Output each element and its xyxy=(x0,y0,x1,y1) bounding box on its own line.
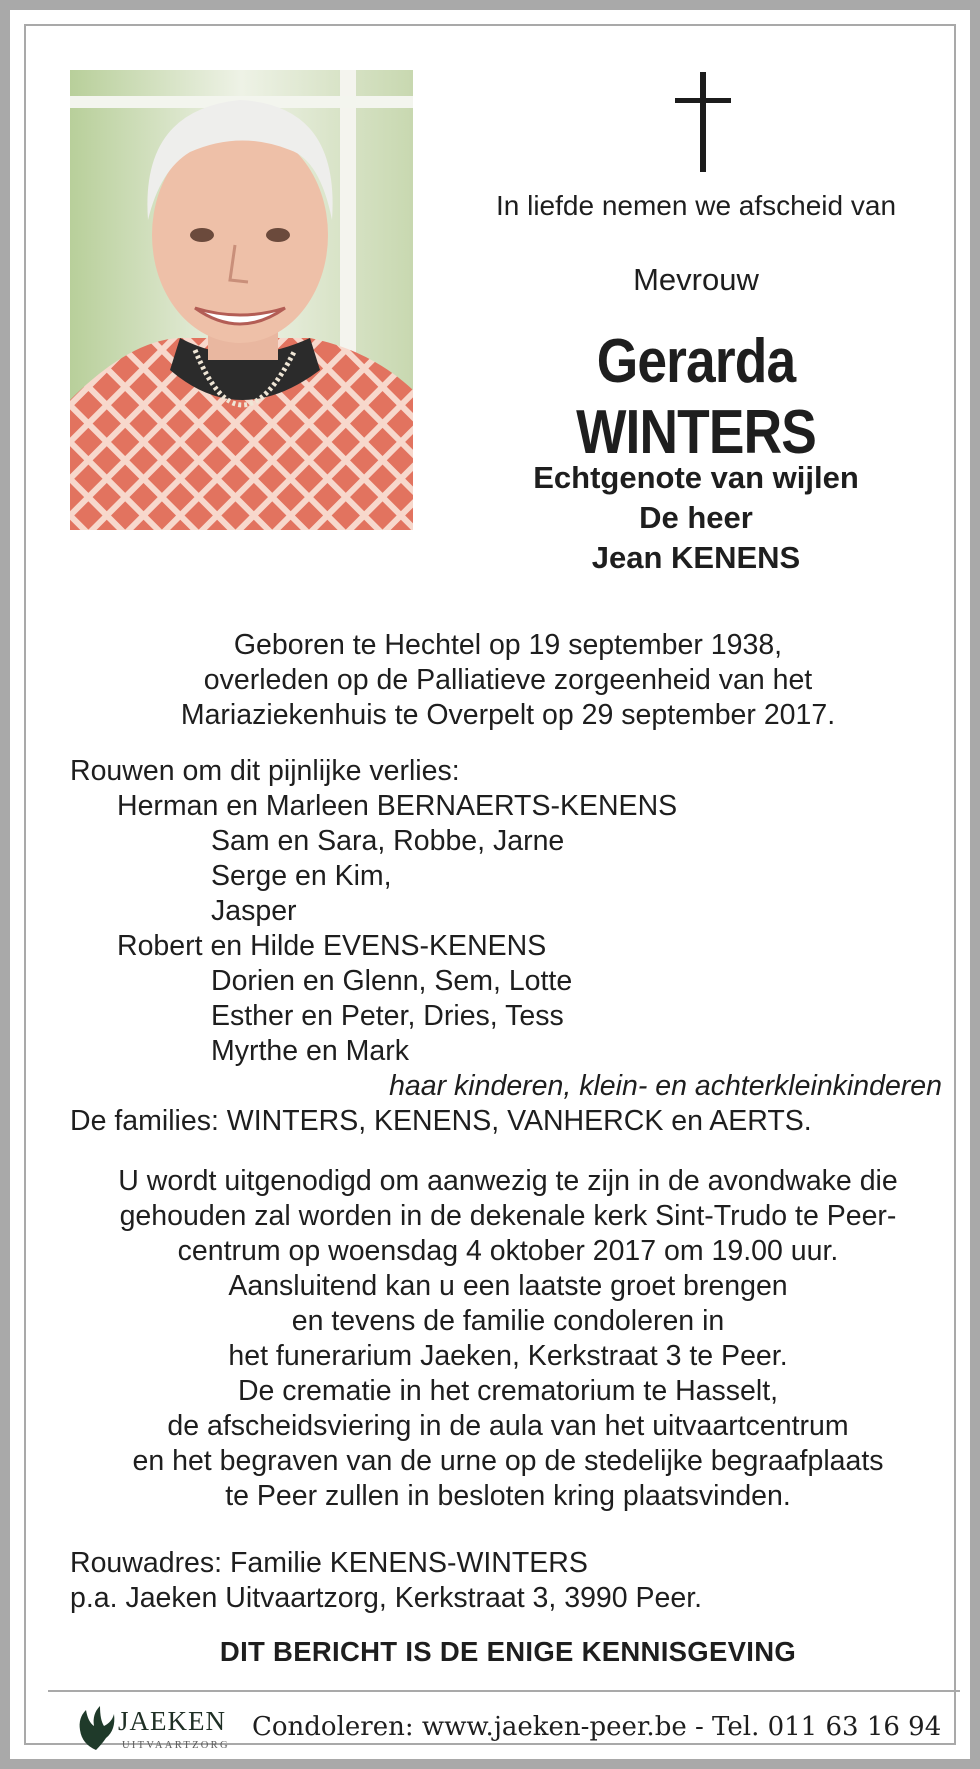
invitation-line: de afscheidsviering in de aula van het uitvaartcentrum xyxy=(167,1410,849,1442)
mourning-address xyxy=(70,1546,946,1616)
spouse-line: Echtgenote van wijlen xyxy=(533,460,859,495)
address-line: p.a. Jaeken Uitvaartzorg, Kerkstraat 3, 3990 Peer. xyxy=(70,1582,703,1614)
intro-text: In liefde nemen we afscheid van xyxy=(495,190,897,221)
portrait-photo xyxy=(70,70,413,530)
family-member: Jasper xyxy=(211,895,297,927)
family-name: Herman en Marleen BERNAERTS-KENENS xyxy=(117,790,678,822)
family-member: Myrthe en Mark xyxy=(211,1035,409,1067)
invitation-line: en tevens de familie condoleren in xyxy=(291,1305,725,1337)
birth-line: Geboren te Hechtel op 19 september 1938, xyxy=(233,629,783,661)
invitation-line: centrum op woensdag 4 oktober 2017 om 19.00 uur. xyxy=(177,1235,839,1267)
spouse-info xyxy=(446,458,946,578)
condolence-contact: Condoleren: www.jaeken-peer.be - Tel. 011 63 16 94 xyxy=(252,1712,942,1742)
notice-banner: DIT BERICHT IS DE ENIGE KENNISGEVING xyxy=(219,1636,797,1667)
families-line: De families: WINTERS, KENENS, VANHERCK en AERTS. xyxy=(70,1105,812,1137)
footer-divider xyxy=(48,1690,960,1692)
invitation-line: De crematie in het crematorium te Hasselt, xyxy=(237,1375,779,1407)
cross-icon xyxy=(675,72,731,172)
birth-death-info xyxy=(70,628,946,733)
family-member: Sam en Sara, Robbe, Jarne xyxy=(211,825,565,857)
invitation-line: gehouden zal worden in de dekenale kerk Sint-Trudo te Peer- xyxy=(119,1200,897,1232)
spouse-line: Jean KENENS xyxy=(591,540,801,575)
mourners-list xyxy=(70,754,946,1139)
logo-subtitle: UITVAARTZORG xyxy=(122,1740,230,1751)
invitation-line: het funerarium Jaeken, Kerkstraat 3 te Peer. xyxy=(228,1340,788,1372)
honorific: Mevrouw xyxy=(633,262,759,297)
portrait-illustration xyxy=(70,70,413,530)
invitation-line: te Peer zullen in besloten kring plaatsvinden. xyxy=(225,1480,791,1512)
death-line: overleden op de Palliatieve zorgeenheid van het xyxy=(203,664,813,696)
jaeken-logo xyxy=(76,1702,256,1758)
dove-logo-icon xyxy=(76,1704,116,1752)
invitation-line: en het begraven van de urne op de stedelijke begraafplaats xyxy=(132,1445,884,1477)
logo-wordmark: JAEKEN xyxy=(118,1706,226,1736)
obituary-card xyxy=(10,10,970,1759)
family-name: Robert en Hilde EVENS-KENENS xyxy=(117,930,547,962)
deceased-name: Gerarda WINTERS xyxy=(576,327,816,467)
invitation-line: U wordt uitgenodigd om aanwezig te zijn in de avondwake die xyxy=(118,1165,898,1197)
mourners-heading: Rouwen om dit pijnlijke verlies: xyxy=(70,755,460,787)
family-member: Esther en Peter, Dries, Tess xyxy=(211,1000,564,1032)
death-line: Mariaziekenhuis te Overpelt op 29 september 2017. xyxy=(180,699,836,731)
family-member: Serge en Kim, xyxy=(211,860,392,892)
family-member: Dorien en Glenn, Sem, Lotte xyxy=(211,965,573,997)
address-line: Rouwadres: Familie KENENS-WINTERS xyxy=(70,1547,588,1579)
card-inner-border xyxy=(24,24,956,1751)
relation-line: haar kinderen, klein- en achterkleinkinderen xyxy=(389,1070,942,1102)
spouse-line: De heer xyxy=(639,500,753,535)
invitation-line: Aansluitend kan u een laatste groet brengen xyxy=(228,1270,788,1302)
ceremony-invitation xyxy=(70,1164,946,1514)
